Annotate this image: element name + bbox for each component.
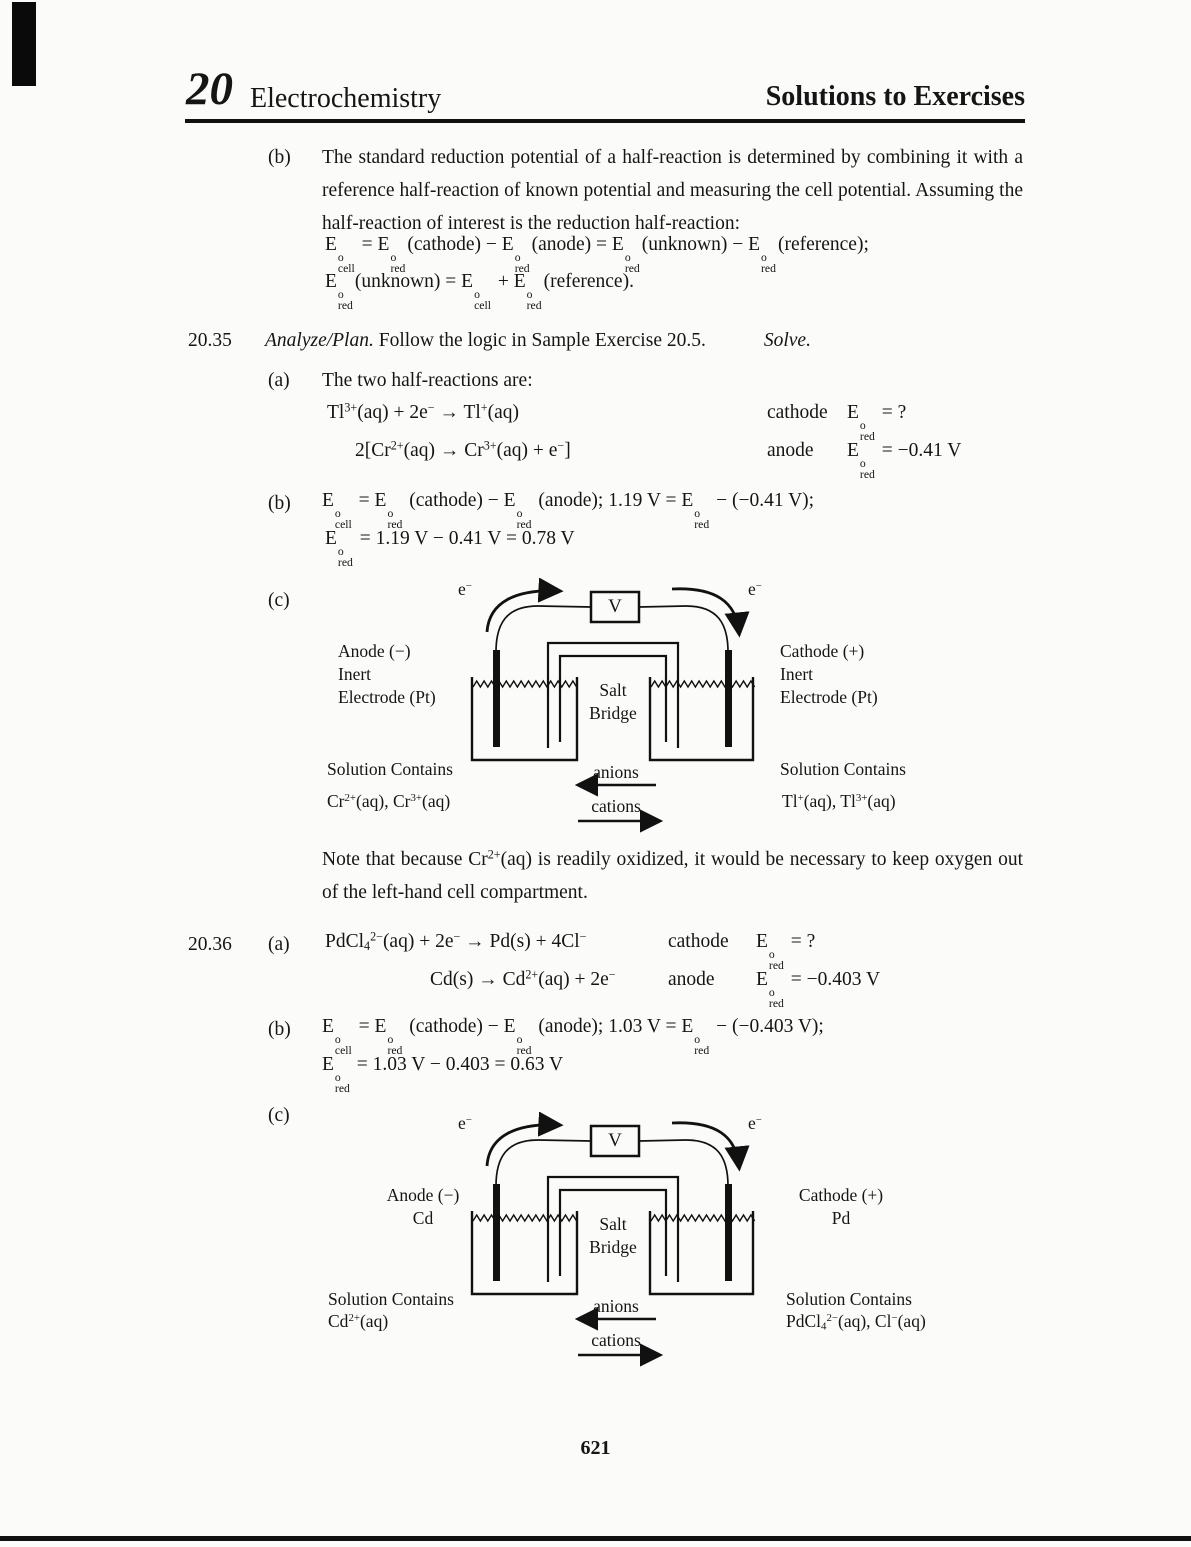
right-solution-formula: Tl+(aq), $Tl^{3+}(aq)$: [782, 791, 896, 811]
item-label-b: (b): [268, 147, 291, 168]
reaction-2036-cathode: PdCl$_4^{2-}$(aq) + 2e− → Pd(s) + 4Cl−: [325, 929, 587, 954]
item-label-2036b: (b): [268, 1019, 291, 1040]
chapter-number: 20: [186, 63, 233, 115]
cell-diagram-2036: [320, 1112, 1040, 1377]
item-label-2035a: (a): [268, 370, 290, 391]
equation-2036b-2: E o red = 1.03 V − 0.403 = 0.63 V: [322, 1054, 564, 1095]
cations-label: cations: [591, 796, 641, 816]
right-solution-caption: Solution Contains: [786, 1289, 912, 1309]
electron-label-right: e−: [748, 579, 762, 599]
analyze-plan-text: Follow the logic in Sample Exercise 20.5.: [378, 330, 706, 351]
reaction-2036-anode: $Cd(s) \to Cd^{2+}(aq) + 2e^-$: [430, 967, 616, 990]
right-solution-formula: PdCl$_4^{2-}$(aq), Cl−(aq): [786, 1311, 926, 1333]
equation-2035b-1: E o cell = E o red (cathode) − E o red (anode); 1.19 V = E o red − (−0.41 V);: [322, 490, 815, 531]
potential-2035-anode: [767, 437, 961, 480]
chapter-title: Electrochemistry: [250, 83, 442, 114]
left-wire: [496, 606, 591, 652]
cell-diagram-2035: [320, 578, 1040, 843]
intro-b-equation-1: E o cell = E o red (cathode) − E o red (anode) = E o red (unknown) − E o red (reference);: [325, 234, 869, 275]
anode-label-line3: Electrode (Pt): [338, 687, 436, 707]
anode-label-line2: Cd: [412, 1208, 434, 1228]
electron-flow-arrow-right: [672, 1123, 739, 1166]
left-beaker: [472, 677, 577, 760]
potential-2036-cathode: [668, 928, 815, 971]
salt-bridge-label-line1: Salt: [599, 1214, 627, 1234]
reaction-2035-anode: $2[Cr^{2+}(aq) \to Cr^{3+}(aq) + e^-]$: [355, 438, 571, 461]
cathode-label-line1: Cathode (+): [780, 641, 865, 661]
cathode-label: [784, 1184, 898, 1230]
role-anode: anode: [767, 440, 814, 461]
left-solution-formula: $Cr^{2+}(aq)$, $Cr^{3+}(aq)$: [327, 791, 451, 811]
electron-flow-arrow-left: [487, 591, 558, 632]
potential-value: E o red = ?: [756, 931, 816, 972]
equation-2035b-2: E o red = 1.19 V − 0.41 V = 0.78 V: [325, 528, 575, 569]
electron-label-left: e−: [458, 579, 472, 599]
item-label-2036c: (c): [268, 1105, 290, 1126]
anode-label-line2: Inert: [338, 664, 372, 684]
electron-flow-arrow-left: [487, 1125, 558, 1166]
salt-bridge-label-line2: Bridge: [589, 1237, 637, 1257]
electron-label-left: e−: [458, 1113, 472, 1133]
left-beaker: [472, 1211, 577, 1294]
electron-label-right: e−: [748, 1113, 762, 1133]
voltmeter-label: V: [608, 1130, 622, 1151]
exercise-number-2035: 20.35: [188, 330, 232, 351]
note-paragraph: Note that because $Cr^{2+}(aq)$ is readily oxidized, it would be necessary to keep oxygen out of the left-hand cell compartment.: [322, 847, 1024, 903]
potential-2035-cathode: [767, 399, 906, 442]
anode-label-line1: Anode (−): [338, 641, 411, 661]
anode-label: [366, 1184, 480, 1230]
intro-b-paragraph: The standard reduction potential of a half-reaction is determined by combining it with a reference half-reaction of known potential and measuring the cell potential. Assuming the half-reaction of interest is the reduction half-reaction:: [322, 147, 1023, 234]
anions-label: anions: [593, 1296, 639, 1316]
potential-value: E o red = −0.41 V: [847, 440, 962, 481]
page-number: 621: [580, 1437, 611, 1459]
anions-label: anions: [593, 762, 639, 782]
right-wire: [639, 606, 728, 652]
item-label-2035c: (c): [268, 590, 290, 611]
left-electrode: [493, 650, 500, 747]
bottom-rule: [0, 1536, 1191, 1541]
reaction-2035-cathode: $Tl^{3+}(aq) + 2e^- \to Tl^+(aq)$: [327, 400, 520, 423]
analyze-plan-line: [265, 324, 811, 357]
right-wire: [639, 1140, 728, 1186]
cathode-label: [780, 640, 878, 709]
solve-label: Solve.: [763, 330, 811, 351]
potential-value: E o red = ?: [847, 402, 907, 443]
left-solution-formula: $Cd^{2+}(aq)$: [328, 1311, 389, 1331]
cathode-label-line2: Pd: [831, 1208, 851, 1228]
potential-2036-anode: [668, 966, 880, 1009]
role-cathode: cathode: [767, 402, 828, 423]
cell-diagram-svg: [320, 1112, 1040, 1377]
left-solution-caption: Solution Contains: [328, 1289, 454, 1309]
left-wire: [496, 1140, 591, 1186]
electron-flow-arrow-right: [672, 589, 739, 632]
equation-2036b-1: E o cell = E o red (cathode) − E o red (anode); 1.03 V = E o red − (−0.403 V);: [322, 1016, 824, 1057]
right-solution-caption: Solution Contains: [780, 759, 906, 779]
header-right-title: Solutions to Exercises: [765, 81, 1025, 112]
intro-b-equation-2: E o red (unknown) = E o cell + E o red (reference).: [325, 271, 634, 312]
voltmeter-label: V: [608, 596, 622, 617]
anode-label: [338, 640, 436, 709]
left-solution-caption: Solution Contains: [327, 759, 453, 779]
salt-bridge-label: [573, 1213, 653, 1259]
cations-label: cations: [591, 1330, 641, 1350]
analyze-plan-label: Analyze/Plan.: [265, 330, 374, 351]
item-label-2035b: (b): [268, 493, 291, 514]
salt-bridge-label: [573, 679, 653, 725]
role-cathode: cathode: [668, 931, 729, 952]
right-electrode: [725, 1184, 732, 1281]
salt-bridge-label-line2: Bridge: [589, 703, 637, 723]
exercise-number-2036: 20.36: [188, 934, 232, 955]
potential-value: E o red = −0.403 V: [756, 969, 881, 1010]
salt-bridge-label-line1: Salt: [599, 680, 627, 700]
scan-artifact: [12, 2, 36, 86]
item-label-2036a: (a): [268, 934, 290, 955]
role-anode: anode: [668, 969, 715, 990]
right-electrode: [725, 650, 732, 747]
header-rule: [185, 119, 1025, 123]
anode-label-line1: Anode (−): [386, 1185, 460, 1205]
cathode-label-line2: Inert: [780, 664, 814, 684]
cathode-label-line1: Cathode (+): [798, 1185, 884, 1205]
cathode-label-line3: Electrode (Pt): [780, 687, 878, 707]
left-electrode: [493, 1184, 500, 1281]
half-reactions-intro: The two half-reactions are:: [322, 370, 533, 391]
